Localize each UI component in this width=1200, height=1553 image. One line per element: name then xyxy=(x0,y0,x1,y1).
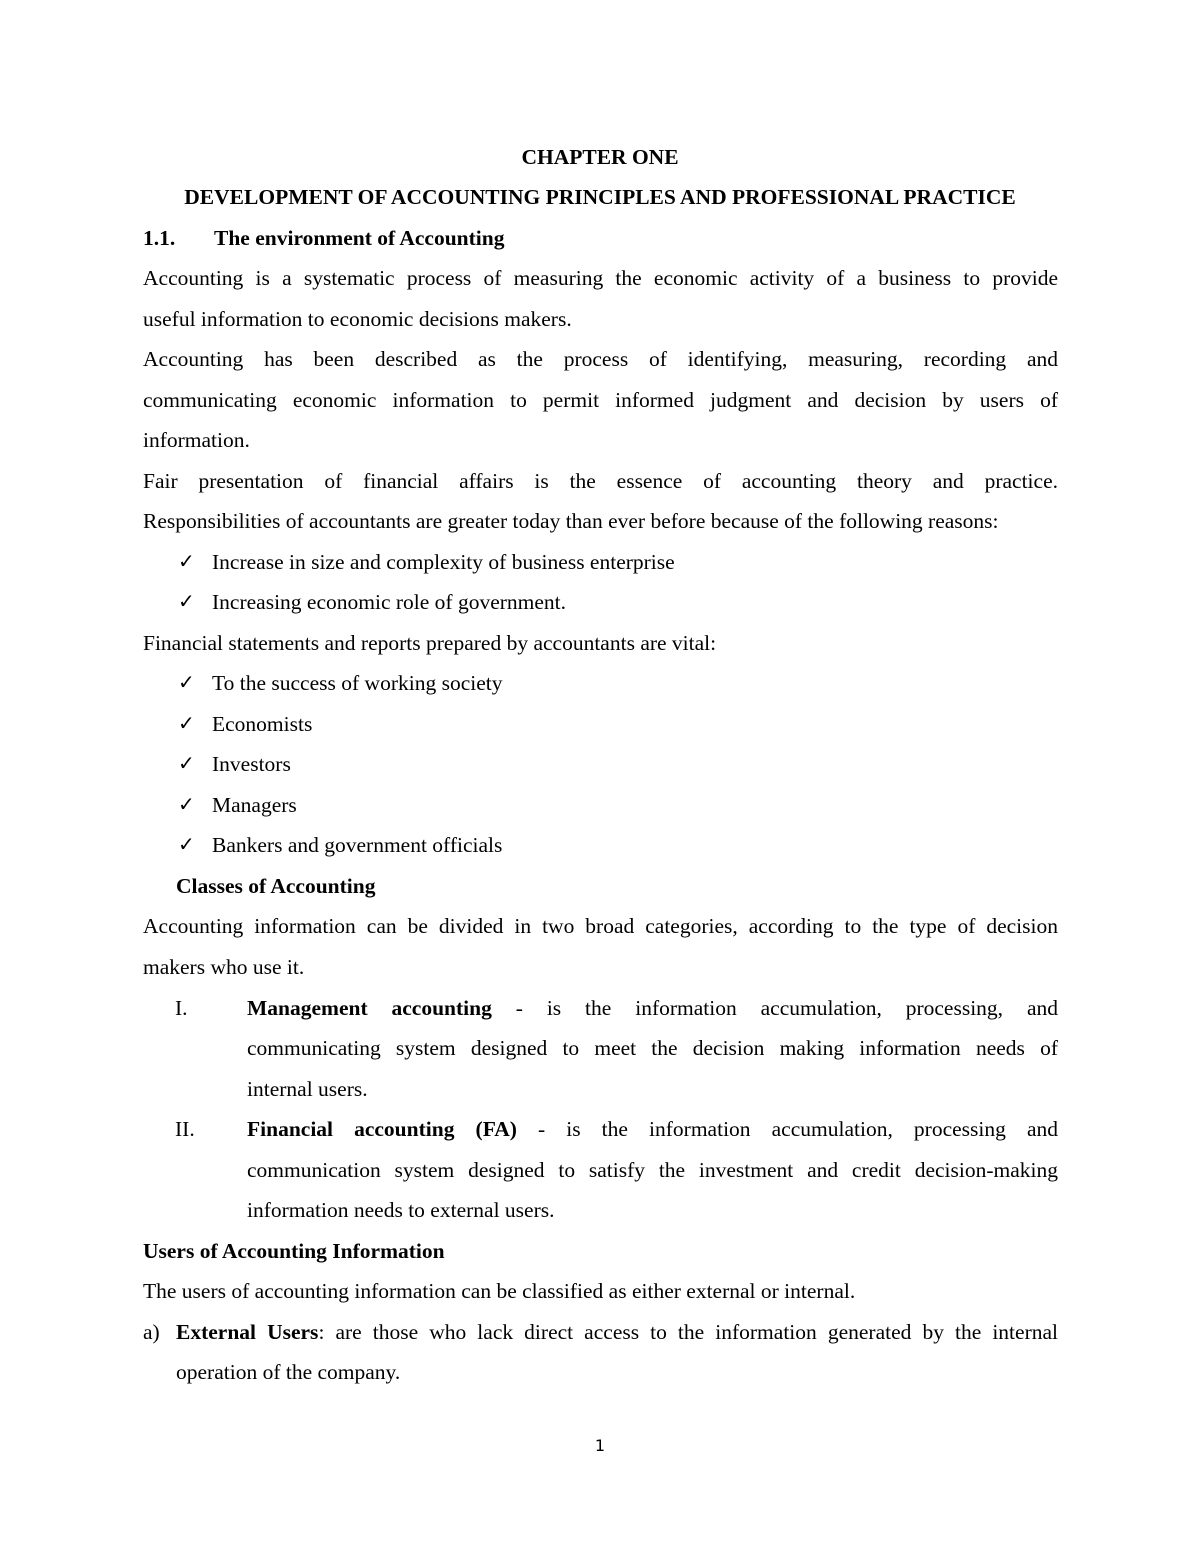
vital-intro: Financial statements and reports prepared by accountants are vital: xyxy=(143,631,717,655)
checkmark-icon: ✓ xyxy=(178,713,195,735)
para1-line1: Accounting is a systematic process of measuring the economic activity of a business to provide xyxy=(143,266,1058,290)
external-line1 xyxy=(176,1319,1058,1345)
list-item: Economists xyxy=(212,712,313,736)
checkmark-icon: ✓ xyxy=(178,551,195,573)
checkmark-icon: ✓ xyxy=(178,672,195,694)
list-item: Increase in size and complexity of business enterprise xyxy=(212,550,675,574)
external-label: a) xyxy=(143,1320,160,1344)
class-management-line3: internal users. xyxy=(247,1077,368,1101)
classes-intro-line1: Accounting information can be divided in two broad categories, according to the type of decision xyxy=(143,914,1058,938)
chapter-subtitle: DEVELOPMENT OF ACCOUNTING PRINCIPLES AND PROFESSIONAL PRACTICE xyxy=(184,185,1016,209)
chapter-title: CHAPTER ONE xyxy=(521,145,679,169)
para1-line2: useful information to economic decisions makers. xyxy=(143,307,572,331)
class-management-line2: communicating system designed to meet the decision making information needs of xyxy=(247,1036,1058,1060)
users-intro: The users of accounting information can be classified as either external or internal. xyxy=(143,1279,856,1303)
class-financial-line1 xyxy=(247,1116,1058,1142)
external-line2: operation of the company. xyxy=(176,1360,401,1384)
section-title: The environment of Accounting xyxy=(214,226,505,250)
list-item: To the success of working society xyxy=(212,671,503,695)
classes-intro-line2: makers who use it. xyxy=(143,955,305,979)
page-number: 1 xyxy=(594,1436,606,1455)
class-financial-line3: information needs to external users. xyxy=(247,1198,555,1222)
section-number: 1.1. xyxy=(143,226,176,250)
users-heading: Users of Accounting Information xyxy=(143,1239,445,1263)
class-financial-line2: communication system designed to satisfy the investment and credit decision-making xyxy=(247,1158,1058,1182)
para2-line2: communicating economic information to permit informed judgment and decision by users of xyxy=(143,388,1058,412)
list-item: Investors xyxy=(212,752,291,776)
checkmark-icon: ✓ xyxy=(178,834,195,856)
external-term: External Users xyxy=(176,1320,319,1344)
para3-line2: Responsibilities of accountants are greater today than ever before because of the following reasons: xyxy=(143,509,999,533)
external-definition: : are those who lack direct access to the information generated by the internal xyxy=(318,1320,1058,1344)
checkmark-icon: ✓ xyxy=(178,753,195,775)
checkmark-icon: ✓ xyxy=(178,794,195,816)
classes-heading: Classes of Accounting xyxy=(176,874,376,898)
para2-line1: Accounting has been described as the process of identifying, measuring, recording and xyxy=(143,347,1058,371)
class-management-line1 xyxy=(247,995,1058,1021)
checkmark-icon: ✓ xyxy=(178,591,195,613)
class-term: Financial accounting (FA) xyxy=(247,1117,517,1141)
class-numeral: II. xyxy=(175,1117,195,1141)
class-definition: - is the information accumulation, processing and xyxy=(516,1117,1058,1141)
class-term: Management accounting xyxy=(247,996,492,1020)
para3-line1: Fair presentation of financial affairs is the essence of accounting theory and practice. xyxy=(143,469,1058,493)
list-item: Managers xyxy=(212,793,297,817)
para2-line3: information. xyxy=(143,428,250,452)
class-numeral: I. xyxy=(175,996,188,1020)
list-item: Increasing economic role of government. xyxy=(212,590,567,614)
list-item: Bankers and government officials xyxy=(212,833,503,857)
class-definition: - is the information accumulation, processing, and xyxy=(491,996,1058,1020)
